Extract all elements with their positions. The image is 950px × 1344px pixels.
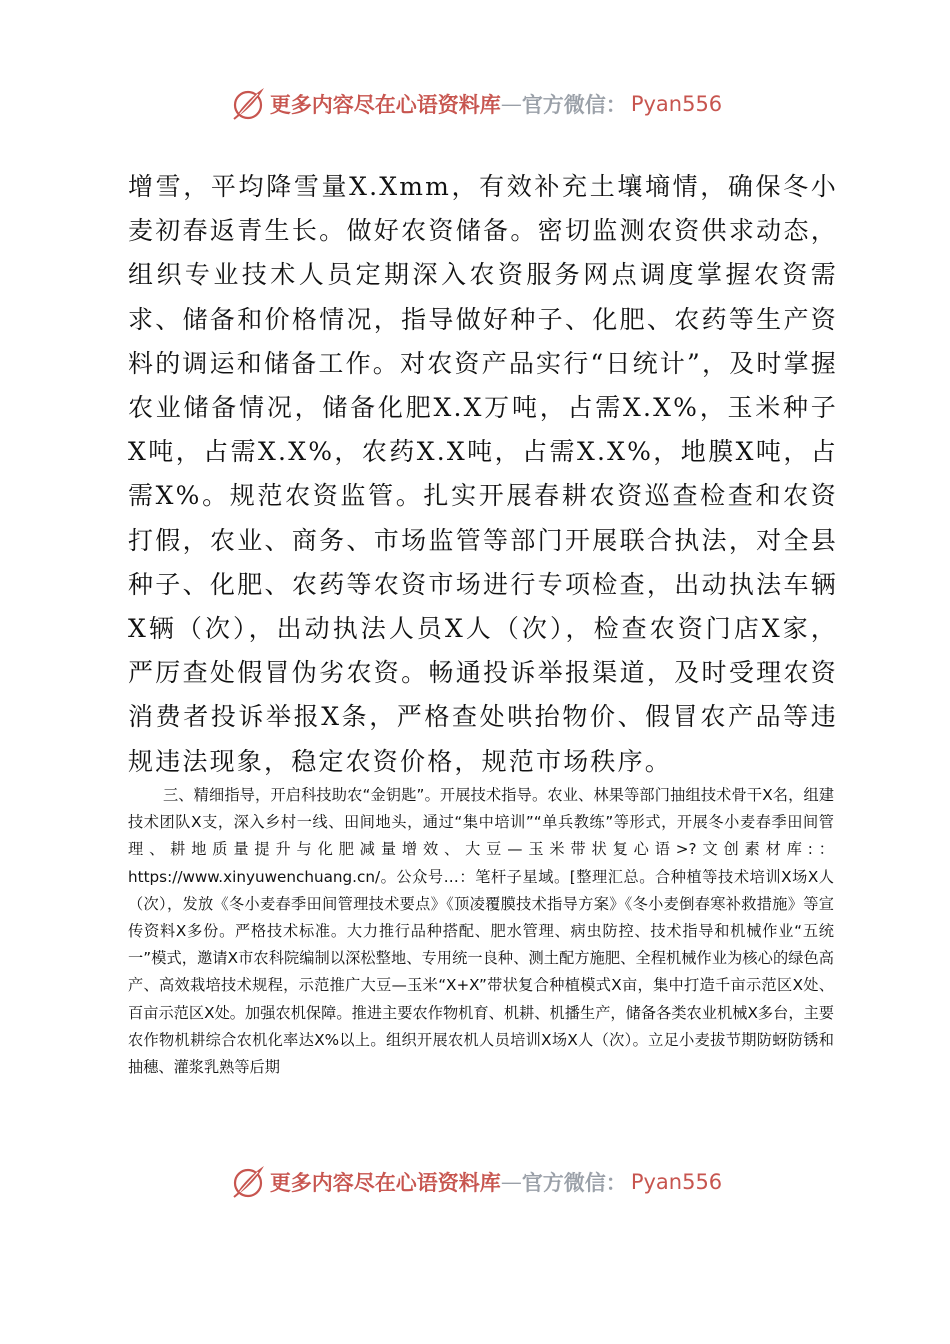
watermark-header	[0, 82, 950, 126]
body-paragraph: 增雪，平均降雪量X.Xmm，有效补充土壤墒情，确保冬小麦初春返青生长。做好农资储备。密切监测农资供求动态，组织专业技术人员定期深入农资服务网点调度掌握农资需求、储备和价格情况，指导做好种子、化肥、农药等生产资料的调运和储备工作。对农资产品实行“日统计”，及时掌握农业储备情况，储备化肥X.X万吨，占需X.X%，玉米种子X吨，占需X.X%，农药X.X吨，占需X.X%，地膜X吨，占需X%。规范农资监管。扎实开展春耕农资巡查检查和农资打假，农业、商务、市场监管等部门开展联合执法，对全县种子、化肥、农药等农资市场进行专项检查，出动执法车辆X辆（次），出动执法人员X人（次），检查农资门店X家，严厉查处假冒伪劣农资。畅通投诉举报渠道，及时受理农资消费者投诉举报X条，严格查处哄抬物价、假冒农产品等违规违法现象，稳定农资价格，规范市场秩序。	[128, 172, 838, 776]
watermark-separator: —	[500, 1170, 522, 1194]
watermark-site-name: 更多内容尽在心语资料库	[269, 92, 501, 117]
feather-pen-logo-icon	[228, 84, 268, 124]
section-paragraph: 三、精细指导，开启科技助农“金钥匙”。开展技术指导。农业、林果等部门抽组技术骨干X名，组建技术团队X支，深入乡村一线、田间地头，通过“集中培训”“单兵教练”等形式，开展冬小麦春季田间管理、耕地质量提升与化肥减量增效、大豆—玉米带状复心语>?文创素材库:：https://www.xinyuwenchuang.cn/。公众号…：笔杆子星域。[整理汇总。合种植等技术培训X场X人（次），发放《冬小麦春季田间管理技术要点》《顶凌覆膜技术指导方案》《冬小麦倒春寒补救措施》等宣传资料X多份。严格技术标准。大力推行品种搭配、肥水管理、病虫防控、技术指导和机械作业“五统一”模式，邀请X市农科院编制以深松整地、专用统一良种、测土配方施肥、全程机械作业为核心的绿色高产、高效栽培技术规程，示范推广大豆—玉米“X+X”带状复合种植模式X亩，集中打造千亩示范区X处、百亩示范区X处。加强农机保障。推进主要农作物机育、机耕、机播生产，储备各类农业机械X多台，主要农作物机耕综合农机化率达X%以上。组织开展农机人员培训X场X人（次）。立足小麦拔节期防蚜防锈和抽穗、灌浆乳熟等后期	[128, 786, 834, 1077]
watermark-wechat-handle: Pyan556	[630, 92, 723, 116]
watermark-site-name: 更多内容尽在心语资料库	[269, 1170, 501, 1195]
watermark-separator: —	[500, 92, 522, 116]
watermark-wechat-label: 官方微信：	[521, 92, 627, 117]
watermark-footer	[0, 1160, 950, 1204]
feather-pen-logo-icon	[228, 1162, 268, 1202]
watermark-wechat-label: 官方微信：	[521, 1170, 627, 1195]
watermark-wechat-handle: Pyan556	[630, 1170, 723, 1194]
